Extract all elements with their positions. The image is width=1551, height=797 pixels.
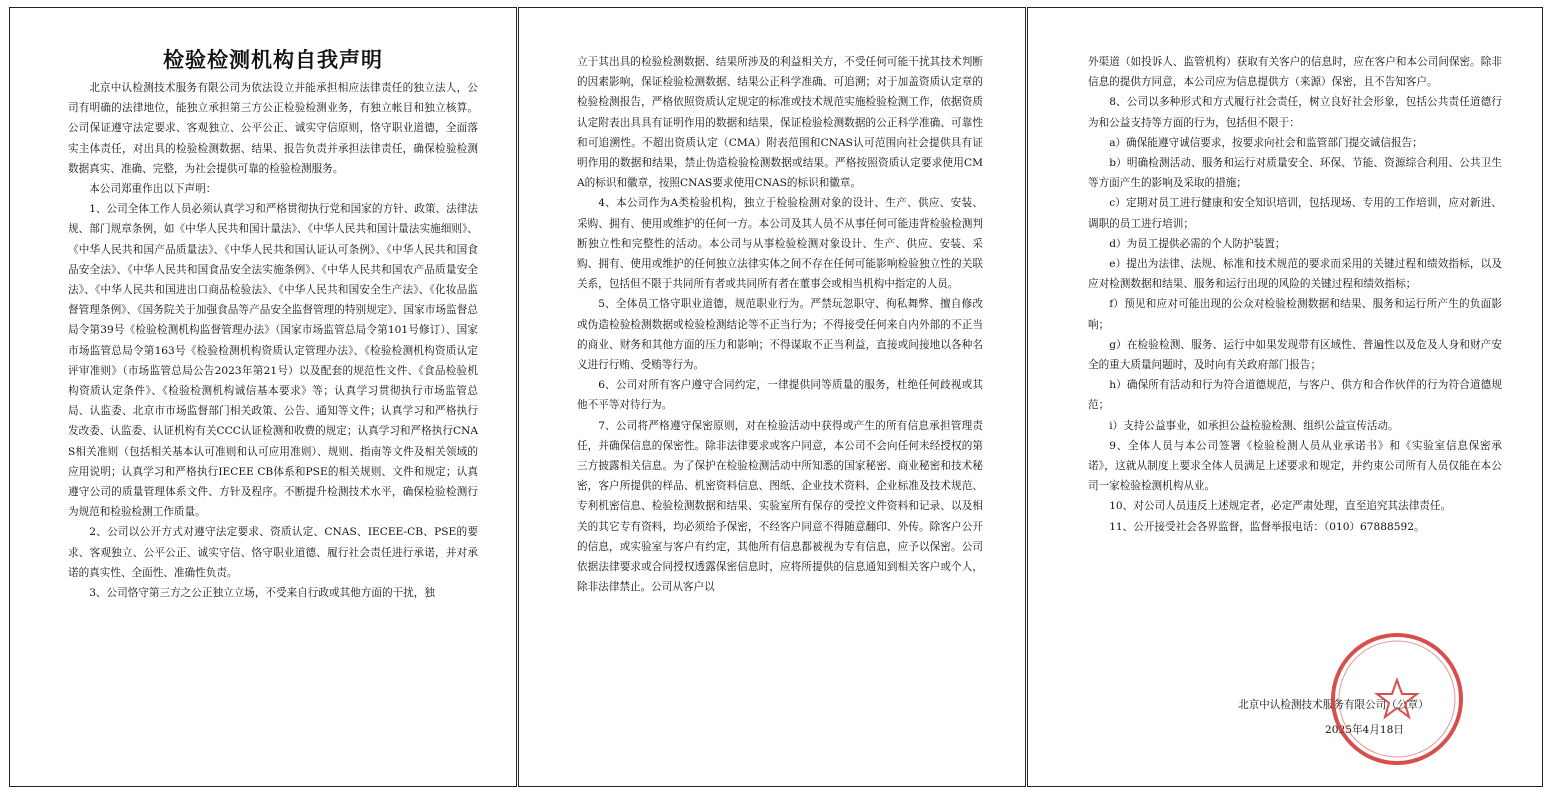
paragraph-item-7-cont: 外渠道（如投诉人、监管机构）获取有关客户的信息时，应在客户和本公司间保密。除非信息的提供方同意，本公司应为信息提供方（来源）保密，且不告知客户。 xyxy=(1088,56,1502,89)
company-seal-icon xyxy=(1328,630,1466,768)
seal-star-icon xyxy=(1377,680,1417,717)
document-title: 检验检测机构自我声明 xyxy=(163,48,383,72)
paragraph-item-8h: h）确保所有活动和行为符合道德规范，与客户、供方和合作伙伴的行为符合道德规范； xyxy=(1088,379,1502,412)
seal-outer-ring xyxy=(1333,635,1461,763)
paragraph-item-8f: f）预见和应对可能出现的公众对检验检测数据和结果、服务和运行所产生的负面影响； xyxy=(1088,298,1502,331)
signature-date: 2025年4月18日 xyxy=(1325,724,1404,736)
paragraph-item-8: 8、公司以多种形式和方式履行社会责任，树立良好社会形象，包括公共责任道德行为和公益支持等方面的行为，包括但不限于： xyxy=(1088,96,1502,129)
paragraph-item-9: 9、全体人员与本公司签署《检验检测人员从业承诺书》和《实验室信息保密承诺》，这就从制度上要求全体人员满足上述要求和规定，并约束公司所有人员仅能在本公司一家检验检测机构从业。 xyxy=(1088,439,1502,493)
paragraph-item-5: 5、全体员工恪守职业道德，规范职业行为。严禁玩忽职守、徇私舞弊、擅自修改或伪造检验检测数据或检验检测结论等不正当行为；不得接受任何来自内外部的不正当的商业、财务和其他方面的压力和影响；不得谋取不正当利益，直接或间接地以各种名义进行行贿、受贿等行为。 xyxy=(577,298,983,372)
document-page-2 xyxy=(518,7,1026,787)
paragraph-item-10: 10、对公司人员违反上述规定者，必定严肃处理，直至追究其法律责任。 xyxy=(1109,500,1452,513)
paragraph-item-8d: d）为员工提供必需的个人防护装置； xyxy=(1109,237,1286,250)
seal-inner-ring xyxy=(1339,641,1455,757)
paragraph-item-8e: e）提出为法律、法规、标准和技术规范的要求而采用的关键过程和绩效指标，以及应对检测数据和结果、服务和运行出现的风险的关键过程和绩效指标； xyxy=(1088,258,1502,291)
paragraph-item-8a: a）确保能遵守诚信要求，按要求向社会和监管部门提交诚信报告； xyxy=(1109,136,1423,149)
document-page-3 xyxy=(1027,7,1543,787)
paragraph-item-6: 6、公司对所有客户遵守合同约定，一律提供同等质量的服务，杜绝任何歧视或其他不平等对待行为。 xyxy=(577,379,983,412)
paragraph-item-4: 4、本公司作为A类检验机构，独立于检验检测对象的设计、生产、供应、安装、采购、拥有、使用或维护的任何一方。本公司及其人员不从事任何可能违背检验检测判断独立性和完整性的活动。本公司与从事检验检测对象设计、生产、供应、安装、采购、拥有、使用或维护的任何独立法律实体之间不存在任何可能影响检验独立性的关联关系，包括但不限于共同所有者或共同所有者在董事会或相当机构中指定的人员。 xyxy=(577,197,983,291)
paragraph-item-3-start: 3、公司恪守第三方之公正独立立场，不受来自行政或其他方面的干扰，独 xyxy=(89,587,435,600)
paragraph-item-7: 7、公司将严格遵守保密原则，对在检验活动中获得或产生的所有信息承担管理责任，并确保信息的保密性。除非法律要求或客户同意，本公司不会向任何未经授权的第三方披露相关信息。为了保护在检验检测活动中所知悉的国家秘密、商业秘密和技术秘密，客户所提供的样品、机密资料信息、图纸、企业技术资料、企业标准及技术规范、专利机密信息、检验检测数据和结果、实验室所有保存的受控文件资料和记录、以及相关的其它专有资料，均必须给予保密，不经客户同意不得随意翻印、外传。除客户公开的信息，或实验室与客户有约定，其他所有信息都被视为专有信息，应予以保密。公司依据法律要求或合同授权透露保密信息时，应将所提供的信息通知到相关客户或个人，除非法律禁止。公司从客户以 xyxy=(577,419,983,594)
document-page-1 xyxy=(9,7,517,787)
paragraph-item-8b: b）明确检测活动、服务和运行对质量安全、环保、节能、资源综合利用、公共卫生等方面产生的影响及采取的措施； xyxy=(1088,157,1502,190)
signature-organization: 北京中认检测技术服务有限公司（公章） xyxy=(1238,699,1429,711)
paragraph-declaration: 本公司郑重作出以下声明： xyxy=(89,183,217,196)
paragraph-item-1: 1、公司全体工作人员必须认真学习和严格贯彻执行党和国家的方针、政策、法律法规、部门规章条例，如《中华人民共和国计量法》、《中华人民共和国计量法实施细则》、《中华人民共和国产品质量法》、《中华人民共和国认证认可条例》、《中华人民共和国食品安全法》、《中华人民共和国食品安全法实施条例》、《中华人民共和国农产品质量安全法》、《中华人民共和国进出口商品检验法》、《中华人民共和国安全生产法》、《化妆品监督管理条例》、《国务院关于加强食品等产品安全监督管理的特别规定》、国家市场监督总局令第39号《检验检测机构监督管理办法》（国家市场监管总局令第101号修订）、国家市场监管总局令第163号《检验检测机构资质认定管理办法》、《检验检测机构资质认定评审准则》（市场监管总局公告2023年第21号）以及配套的规范性文件、《食品检验机构资质认定条件》、《检验检测机构诚信基本要求》等；认真学习贯彻执行市场监管总局、认监委、北京市市场监督部门相关政策、公告、通知等文件；认真学习和严格执行发改委、认监委、认证机构有关CCC认证检测和收费的规定；认真学习和严格执行CNAS相关准则（包括相关基本认可准则和认可应用准则）、规则、指南等文件及相关领域的应用说明；认真学习和严格执行IECEE CB体系和PSE的相关规则、文件和规定；认真遵守公司的质量管理体系文件、方针及程序。不断提升检测技术水平，确保检验检测行为规范和检验检测工作质量。 xyxy=(68,203,478,519)
paragraph-item-3-cont: 立于其出具的检验检测数据、结果所涉及的利益相关方，不受任何可能干扰其技术判断的因素影响，保证检验检测数据、结果公正科学准确、可追溯；对于加盖资质认定章的检验检测报告，严格依照资质认定规定的标准或技术规范实施检验检测工作，依据资质认定附表出具具有证明作用的数据和结果，保证检验检测数据的公正科学准确、可靠性和可追溯性。不超出资质认定（CMA）附表范围和CNAS认可范围向社会提供具有证明作用的数据和结果，禁止伪造检验检测数据或结果。严格按照资质认定要求使用CMA的标识和徽章，按照CNAS要求使用CNAS的标识和徽章。 xyxy=(577,56,983,190)
paragraph-item-8c: c）定期对员工进行健康和安全知识培训，包括现场、专用的工作培训，应对新进、调职的员工进行培训； xyxy=(1088,197,1502,230)
paragraph-item-11: 11、公开接受社会各界监督，监督举报电话：（010）67888592。 xyxy=(1109,520,1425,533)
paragraph-item-2: 2、公司以公开方式对遵守法定要求、资质认定、CNAS、IECEE-CB、PSE的要求、客观独立、公平公正、诚实守信、恪守职业道德、履行社会责任进行承诺，并对承诺的真实性、全面性、准确性负责。 xyxy=(68,526,478,579)
paragraph-item-8g: g）在检验检测、服务、运行中如果发现带有区域性、普遍性以及危及人身和财产安全的重大质量问题时，及时向有关政府部门报告； xyxy=(1088,338,1502,372)
paragraph-item-8i: i）支持公益事业，如承担公益检验检测、组织公益宣传活动。 xyxy=(1109,419,1399,432)
paragraph-intro: 北京中认检测技术服务有限公司为依法设立并能承担相应法律责任的独立法人，公司有明确的法律地位，能独立承担第三方公正检验检测业务，有独立帐目和独立核算。公司保证遵守法定要求、客观独立、公平公正、诚实守信原则，恪守职业道德，全面落实主体责任，对出具的检验检测数据、结果、报告负责并承担法律责任，确保检验检测数据真实、准确、完整，为社会提供可靠的检验检测服务。 xyxy=(68,82,478,175)
